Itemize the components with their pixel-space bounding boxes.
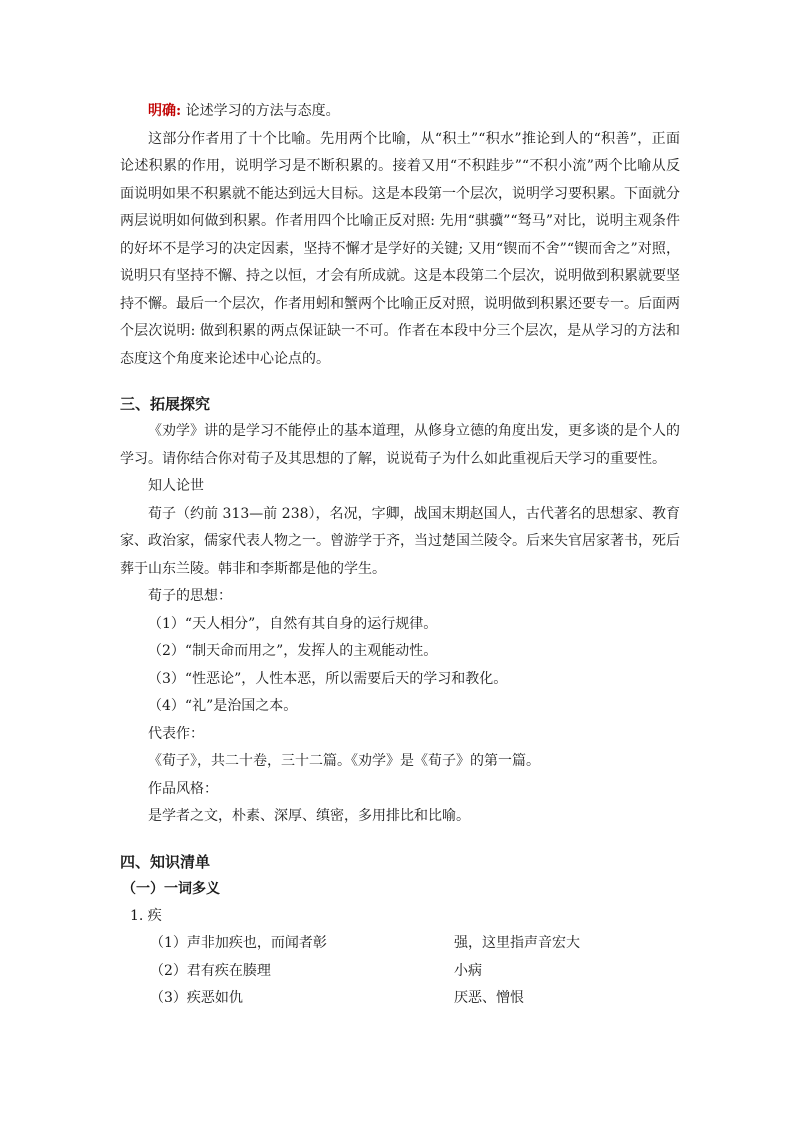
entry-sentence: （2）君有疾在腠理 [150,962,271,979]
xunzi-bio: 荀子（约前 313—前 238），名况，字卿，战国末期赵国人，古代著名的思想家、教育家、政治家，儒家代表人物之一。曾游学于齐，当过楚国兰陵令。后来失官居家著书，死后葬于山东兰陵。韩非和李斯都是他的学生。 [120,505,680,577]
section4-heading: 四、知识清单 [120,852,211,871]
analysis-paragraph: 这部分作者用了十个比喻。先用两个比喻，从“积土”“积水”推论到人的“积善”，正面论述积累的作用，说明学习是不断积累的。接着又用“不积跬步”“不积小流”两个比喻从反面说明如果不积累就不能达到远大目标。这是本段第一个层次，说明学习要积累。下面就分两层说明如何做到积累。作者用四个比喻正反对照: 先用“骐骥”“驽马”对比，说明主观条件的好坏不是学习的决定因素，坚持不懈才是学好的关键; 又用“锲而不舍”“锲而舍之”对照，说明只有坚持不懈、持之以恒，才会有所成就。这是本段第二个层次，说明做到积累就要坚持不懈。最后一个层次，作者用蚓和蟹两个比喻正反对照，说明做到积累还要专一。后面两个层次说明: 做到积累的两点保证缺一不可。作者在本段中分三个层次，是从学习的方法和态度这个角度来论述中心论点的。 [120,130,680,367]
thought-item: （4）“礼”是治国之本。 [148,698,298,714]
entry-sentence: （3）疾恶如仇 [150,990,243,1006]
section3-question: 《劝学》讲的是学习不能停止的基本道理，从修身立德的角度出发，更多谈的是个人的学习。请你结合你对荀子及其思想的了解，说说荀子为什么如此重视后天学习的重要性。 [120,423,680,467]
entry-meaning: 小病 [454,962,482,979]
word-item-title: 1. 疾 [130,907,162,924]
thought-item: （3）“性恶论”，人性本恶，所以需要后天的学习和教化。 [148,670,508,687]
entry-meaning: 强，这里指声音宏大 [454,935,580,951]
zhiren-label: 知人论世 [148,478,204,494]
intro-label: 明确: [148,103,182,119]
section4-subheading: （一）一词多义 [122,880,220,897]
style-text: 是学者之文，朴素、深厚、缜密，多用排比和比喻。 [148,808,470,824]
word-entry [120,930,680,958]
style-label: 作品风格： [148,780,218,797]
thought-item: （2）“制天命而用之”，发挥人的主观能动性。 [148,643,438,659]
works-label: 代表作： [148,725,204,742]
entry-meaning: 厌恶、憎恨 [454,990,524,1006]
section3-heading: 三、拓展探究 [120,395,211,413]
thought-item: （1）“天人相分”，自然有其自身的运行规律。 [148,615,438,632]
document-page [120,98,680,1013]
thought-label: 荀子的思想： [148,588,232,604]
entry-sentence: （1）声非加疾也，而闻者彰 [150,935,327,951]
intro-line [120,98,680,126]
word-entry [120,985,680,1013]
word-entry [120,958,680,986]
intro-text: 论述学习的方法与态度。 [181,103,340,119]
works-text: 《荀子》，共二十卷，三十二篇。《劝学》是《荀子》的第一篇。 [148,753,540,769]
